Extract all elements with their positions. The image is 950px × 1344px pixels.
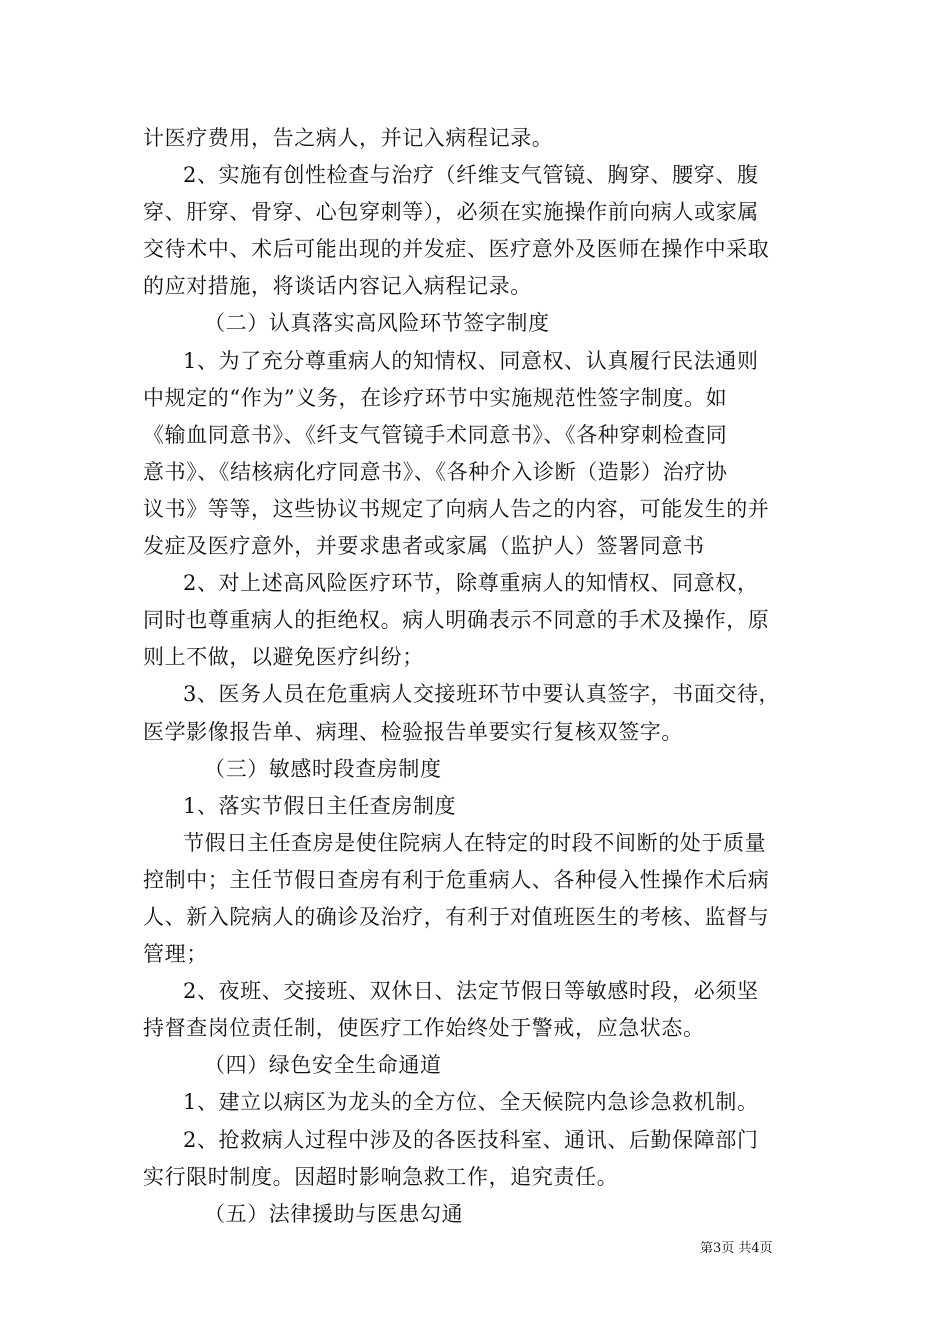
text-line: （三）敏感时段查房制度	[204, 756, 442, 781]
text-line: 管理；	[143, 942, 208, 967]
text-line: 2、对上述高风险医疗环节，除尊重病人的知情权、同意权，	[183, 571, 759, 596]
text-line: 3、医务人员在危重病人交接班环节中要认真签字，书面交待，	[183, 682, 781, 707]
text-line: 1、落实节假日主任查房制度	[183, 793, 457, 818]
text-line: 实行限时制度。因超时影响急救工作，追究责任。	[143, 1164, 619, 1189]
text-line: 的应对措施，将谈话内容记入病程记录。	[143, 274, 532, 299]
text-line: 2、实施有创性检查与治疗（纤维支气管镜、胸穿、腰穿、腹	[183, 163, 759, 188]
text-line: 2、夜班、交接班、双休日、法定节假日等敏感时段，必须坚	[183, 979, 759, 1004]
text-line: 意书》、《结核病化疗同意书》、《各种介入诊断（造影）治疗协	[143, 459, 728, 484]
text-line: 计医疗费用，告之病人，并记入病程记录。	[143, 126, 554, 150]
text-line: 控制中；主任节假日查房有利于危重病人、各种侵入性操作术后病	[143, 867, 770, 892]
text-line: 交待术中、术后可能出现的并发症、医疗意外及医师在操作中采取	[143, 237, 770, 262]
text-line: 医学影像报告单、病理、检验报告单要实行复核双签字。	[143, 719, 683, 744]
text-line: 1、为了充分尊重病人的知情权、同意权、认真履行民法通则	[183, 348, 759, 373]
text-line: 发症及医疗意外，并要求患者或家属（监护人）签署同意书	[143, 534, 705, 559]
document-body	[143, 120, 811, 1233]
text-line: 议书》等等，这些协议书规定了向病人告之的内容，可能发生的并	[143, 496, 770, 521]
text-line: 则上不做，以避免医疗纠纷；	[143, 645, 424, 670]
text-line: 持督查岗位责任制，使医疗工作始终处于警戒，应急状态。	[143, 1016, 705, 1041]
page-number: 第3页 共4页	[700, 1241, 773, 1256]
text-line: 同时也尊重病人的拒绝权。病人明确表示不同意的手术及操作，原	[143, 608, 770, 633]
text-line: 2、抢救病人过程中涉及的各医技科室、通讯、后勤保障部门	[183, 1127, 759, 1152]
text-line: 中规定的“作为”义务，在诊疗环节中实施规范性签字制度。如	[143, 385, 728, 410]
text-line: 《输血同意书》、《纤支气管镜手术同意书》、《各种穿刺检查同	[143, 422, 728, 447]
text-line: 节假日主任查房是使住院病人在特定的时段不间断的处于质量	[183, 830, 767, 855]
text-line: 人、新入院病人的确诊及治疗，有利于对值班医生的考核、监督与	[143, 904, 770, 929]
text-line: 穿、肝穿、骨穿、心包穿刺等），必须在实施操作前向病人或家属	[143, 200, 759, 225]
text-line: （二）认真落实高风险环节签字制度	[204, 311, 550, 336]
text-line: 1、建立以病区为龙头的全方位、全天候院内急诊急救机制。	[183, 1090, 759, 1115]
text-line: （五）法律援助与医患勾通	[204, 1201, 464, 1226]
text-line: （四）绿色安全生命通道	[204, 1053, 442, 1078]
